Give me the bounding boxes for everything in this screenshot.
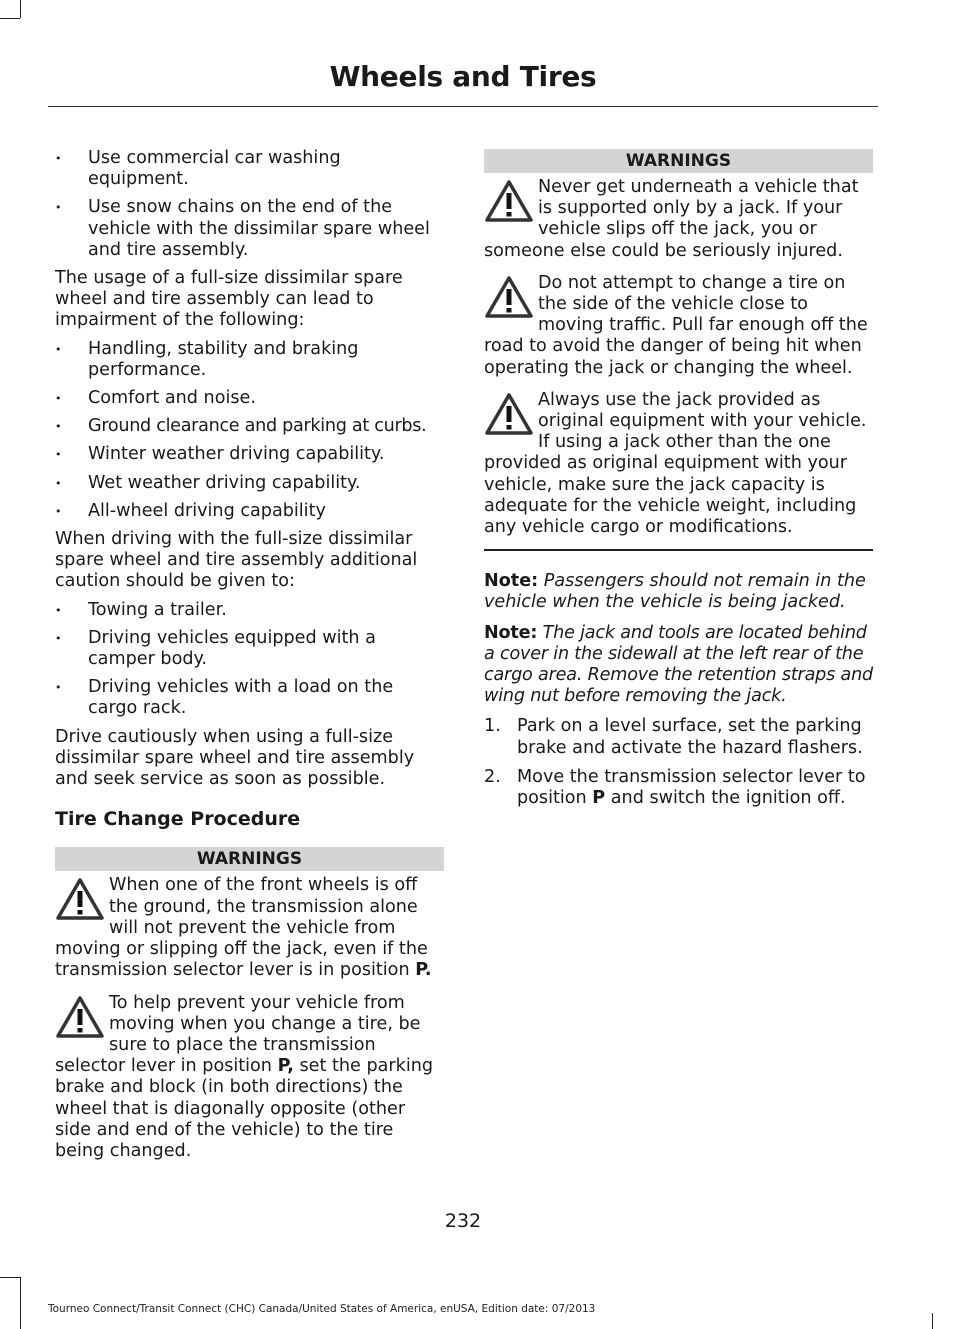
title-divider [48,106,878,107]
warning-triangle-icon [55,877,105,921]
warning-triangle-icon [484,275,534,319]
bullet-list [55,148,444,261]
warning-text: Always use the jack provided as original equipment with your vehicle. If using a jack other than the one provided as original equipment with your vehicle, make sure the jack capacity is adequate for the vehicle weight, including any vehicle cargo or modifications. [484,389,867,538]
bullet-list [55,600,444,720]
step-number: 2. [484,766,501,787]
list-item: • Use commercial car washing equipment. [55,148,444,190]
paragraph: The usage of a full-size dissimilar spare wheel and tire assembly can lead to impairment of the following: [55,268,403,331]
left-column [55,148,444,1173]
footer-edition: Tourneo Connect/Transit Connect (CHC) Canada/United States of America, enUSA, Edition date: 07/2013 [48,1303,596,1315]
crop-mark [0,1277,20,1278]
warnings-header: WARNINGS [484,149,873,173]
note [484,571,873,613]
bullet-list [55,339,444,522]
step-text: Park on a level surface, set the parking brake and activate the hazard flashers. [517,716,863,758]
warning-block [55,993,444,1163]
section-heading: Tire Change Procedure [55,808,301,831]
warning-block [484,177,873,262]
warning-text: Never get underneath a vehicle that is supported only by a jack. If your vehicle slips off the jack, you or someone else could be seriously injured. [484,177,859,261]
note-label: Note: [484,571,539,592]
list-item: • Driving vehicles equipped with a camper body. [55,628,444,670]
warnings-header: WARNINGS [55,847,444,871]
paragraph: Drive cautiously when using a full-size dissimilar spare wheel and tire assembly and seek service as soon as possible. [55,726,415,790]
list-item [484,716,873,758]
crop-mark [20,1277,21,1329]
crop-mark [20,0,21,18]
list-item: • Towing a trailer. [55,600,444,621]
note [484,623,873,708]
list-item: • Ground clearance and parking at curbs. [55,416,444,437]
warning-block [484,390,873,538]
list-item [484,767,873,809]
warning-bold: P, [277,1056,294,1077]
note-label: Note: [484,622,538,643]
step-text: Move the transmission selector lever to position [517,766,866,809]
list-item: • Comfort and noise. [55,388,444,409]
page-number: 232 [444,1210,482,1232]
warning-triangle-icon [484,392,534,436]
warning-block [55,875,444,981]
paragraph: When driving with the full-size dissimilar spare wheel and tire assembly additional caution should be given to: [55,529,418,592]
warnings-end-divider [484,549,873,551]
warning-text: To help prevent your vehicle from moving when you change a tire, be sure to place the transmission selector lever in position [55,992,421,1077]
list-item: • All-wheel driving capability [55,501,444,522]
list-item: • Winter weather driving capability. [55,444,444,465]
warning-triangle-icon [55,995,105,1039]
warning-text: Do not attempt to change a tire on the side of the vehicle close to moving traffic. Pull far enough off the road to avoid the danger of being hit when operating the jack or changing the wheel. [484,272,868,378]
crop-mark [0,18,20,19]
warning-block [484,273,873,379]
page-title: Wheels and Tires [329,60,597,93]
note-text: Passengers should not remain in the vehicle when the vehicle is being jacked. [484,571,866,613]
note-text: The jack and tools are located behind a cover in the sidewall at the left rear of the cargo area. Remove the retention straps and wing nut before removing the jack. [484,622,873,707]
warning-bold: P. [415,960,432,981]
warning-triangle-icon [484,179,534,223]
step-bold: P [592,788,606,809]
step-text: and switch the ignition off. [605,788,846,809]
crop-mark [932,1313,933,1329]
warning-text: When one of the front wheels is off the ground, the transmission alone will not prevent the vehicle from moving or slipping off the jack, even if the transmission selector lever is in position [55,875,428,981]
list-item: • Handling, stability and braking performance. [55,339,444,381]
right-column [484,149,873,817]
list-item: • Use snow chains on the end of the vehicle with the dissimilar spare wheel and tire assembly. [55,197,444,261]
step-list [484,716,873,809]
step-number: 1. [484,716,501,737]
warning-text: set the parking brake and block (in both directions) the wheel that is diagonally opposite (other side and end of the vehicle) to the tire being changed. [55,1056,434,1161]
list-item: • Wet weather driving capability. [55,473,444,494]
list-item: • Driving vehicles with a load on the cargo rack. [55,677,444,719]
